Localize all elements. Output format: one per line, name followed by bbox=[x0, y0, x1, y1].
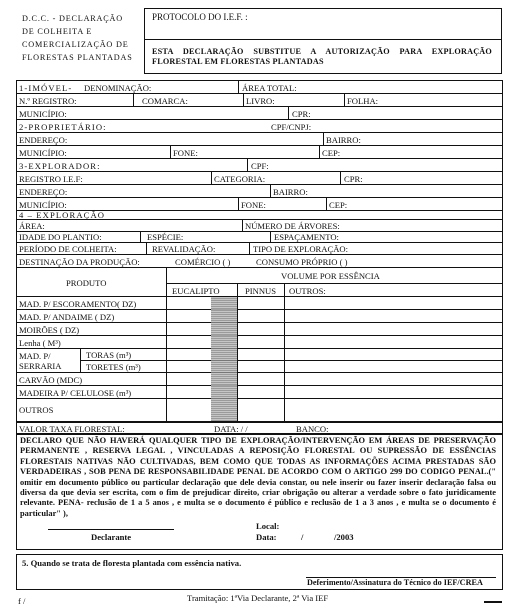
row-escoramento: MAD. P/ ESCORAMENTO( DZ) bbox=[19, 299, 137, 309]
declarante-label: Declarante bbox=[91, 532, 132, 542]
produto-header: PRODUTO bbox=[66, 278, 107, 288]
dcc-line: D.C.C. - DECLARAÇÃO bbox=[22, 14, 123, 23]
consumo-proprio-checkbox[interactable]: CONSUMO PRÓPRIO ( ) bbox=[256, 257, 348, 267]
bairro-label: BAIRRO: bbox=[326, 135, 361, 145]
cpr-label: CPR: bbox=[344, 174, 363, 184]
cep-label: CEP: bbox=[322, 148, 341, 158]
cep-label: CEP: bbox=[329, 200, 348, 210]
date-year: /2003 bbox=[334, 532, 354, 542]
area-label: ÁREA: bbox=[19, 221, 45, 231]
periodo-colheita-label: PERÍODO DE COLHEITA: bbox=[19, 244, 117, 254]
row-outros: OUTROS bbox=[19, 405, 54, 415]
revalidacao-label: REVALIDAÇÃO: bbox=[152, 244, 216, 254]
imovel-title: 1-IMÓVEL- bbox=[19, 83, 73, 93]
row-lenha: Lenha ( M³) bbox=[19, 338, 61, 348]
row-toretes: TORETES (m³) bbox=[86, 362, 141, 372]
left-mark: f / bbox=[18, 596, 26, 606]
explorador-title: 3-EXPLORADOR: bbox=[19, 161, 101, 171]
row-celulose: MADEIRA P/ CELULOSE (m³) bbox=[19, 388, 132, 398]
taxa-data-label: DATA: / / bbox=[214, 424, 248, 434]
local-label: Local: bbox=[256, 521, 280, 531]
num-arvores-label: NÚMERO DE ÁRVORES: bbox=[245, 221, 340, 231]
comarca-label: COMARCA: bbox=[142, 96, 188, 106]
cpf-cnpj-label: CPF/CNPJ: bbox=[271, 122, 312, 132]
row-andaime: MAD. P/ ANDAIME ( DZ) bbox=[19, 312, 115, 322]
tramitacao-text: Tramitação: 1ªVia Declarante, 2ª Via IEF bbox=[187, 593, 329, 603]
row-toras: TORAS (m³) bbox=[86, 350, 132, 360]
row-serraria: SERRARIA bbox=[19, 361, 62, 371]
date-label: Data: bbox=[256, 532, 277, 542]
cpf-label: CPF: bbox=[251, 161, 269, 171]
municipio-label: MUNICÍPIO: bbox=[19, 148, 67, 158]
row-carvao: CARVÃO (MDC) bbox=[19, 375, 83, 385]
col-outros: OUTROS: bbox=[289, 286, 326, 296]
deferimento-label: Deferimento/Assinatura do Técnico do IEF/CREA bbox=[307, 578, 483, 587]
fone-label: FONE: bbox=[173, 148, 198, 158]
comercio-checkbox[interactable]: COMÉRCIO ( ) bbox=[175, 257, 231, 267]
proprietario-title: 2-PROPRIETÁRIO: bbox=[19, 122, 107, 132]
municipio-label: MUNICÍPIO: bbox=[19, 109, 67, 119]
dcc-line: FLORESTAS PLANTADAS bbox=[22, 53, 133, 62]
footnote-text: 5. Quando se trata de floresta plantada com essência nativa. bbox=[22, 558, 242, 568]
livro-label: LIVRO: bbox=[246, 96, 275, 106]
especie-label: ESPÉCIE: bbox=[147, 232, 184, 242]
dcc-title bbox=[22, 12, 133, 64]
col-eucalipto: EUCALIPTO bbox=[172, 286, 220, 296]
protocolo-label: PROTOCOLO DO I.E.F. : bbox=[152, 12, 248, 22]
shaded-column bbox=[211, 297, 237, 421]
fone-label: FONE: bbox=[241, 200, 266, 210]
valor-taxa-label: VALOR TAXA FLORESTAL: bbox=[19, 424, 125, 434]
categoria-label: CATEGORIA: bbox=[214, 174, 266, 184]
espacamento-label: ESPAÇAMENTO: bbox=[274, 232, 339, 242]
substitute-notice: ESTA DECLARAÇÃO SUBSTITUE A AUTORIZAÇÃO PARA EXPLORAÇÃO FLORESTAL EM FLORESTAS PLANTADAS bbox=[152, 47, 492, 66]
declaration-text: DECLARO QUE NÃO HAVERÁ QUALQUER TIPO DE EXPLORAÇÃO/INTERVENÇÃO EM ÁREAS DE PRESERVAÇÃO PERMANENTE , RESERVA LEGAL , VINCULADAS A REPOSIÇÃO FLORESTAL OU SUPRESSÃO DE ESSÊNCIAS FLORESTAIS NATIVAS NÃO CULTIVADAS, BEM COMO QUE TODAS AS INFORMAÇÕES ACIMA PRESTADAS SÃO VERDADEIRAS , SOB PENA DE RESPONSABILIDADE PENAL DE ACORDO COM O ARTIGO 299 DO CODIGO PENAL.(" omitir em documento público ou particular declaração que dele devia constar, ou nele inserir ou fazer inserir declaração falsa ou diversa da que devia ser escrita, com o fim de prejudicar direito, criar obrigação ou alterar a verdade sobre o fato juridicamente relevante. PENA- reclusão de 1 a 5 anos , e multa se o documento é público e reclusão de 1 a 3 anos , e multa se o documento é particular" ), bbox=[20, 436, 496, 518]
idade-plantio-label: IDADE DO PLANTIO: bbox=[19, 232, 102, 242]
folha-label: FOLHA: bbox=[347, 96, 379, 106]
exploracao-title: 4 – EXPLORAÇÃO bbox=[19, 210, 106, 220]
registro-label: N.º REGISTRO: bbox=[19, 96, 77, 106]
municipio-label: MUNICÍPIO: bbox=[19, 200, 67, 210]
denominacao-label: DENOMINAÇÃO: bbox=[84, 83, 152, 93]
row-serraria: MAD. P/ bbox=[19, 351, 51, 361]
dcc-line: DE COLHEITA E bbox=[22, 27, 93, 36]
registro-ief-label: REGISTRO I.E.F: bbox=[19, 174, 83, 184]
destinacao-label: DESTINAÇÃO DA PRODUÇÃO: bbox=[19, 257, 140, 267]
banco-label: BANCO: bbox=[296, 424, 329, 434]
endereco-label: ENDEREÇO: bbox=[19, 135, 68, 145]
row-moiroes: MOIRÕES ( DZ) bbox=[19, 325, 80, 335]
signature-line bbox=[48, 529, 174, 530]
bairro-label: BAIRRO: bbox=[273, 187, 308, 197]
scan-mark bbox=[484, 601, 502, 603]
endereco-label: ENDEREÇO: bbox=[19, 187, 68, 197]
cpr-label: CPR: bbox=[292, 109, 311, 119]
date-slash: / bbox=[301, 532, 304, 542]
tipo-exploracao-label: TIPO DE EXPLORAÇÃO: bbox=[253, 244, 349, 254]
area-total-label: ÁREA TOTAL: bbox=[242, 83, 297, 93]
col-pinnus: PINNUS bbox=[245, 286, 277, 296]
dcc-line: COMERCIALIZAÇÃO DE bbox=[22, 40, 129, 49]
volume-essencia-header: VOLUME POR ESSÊNCIA bbox=[281, 271, 380, 281]
